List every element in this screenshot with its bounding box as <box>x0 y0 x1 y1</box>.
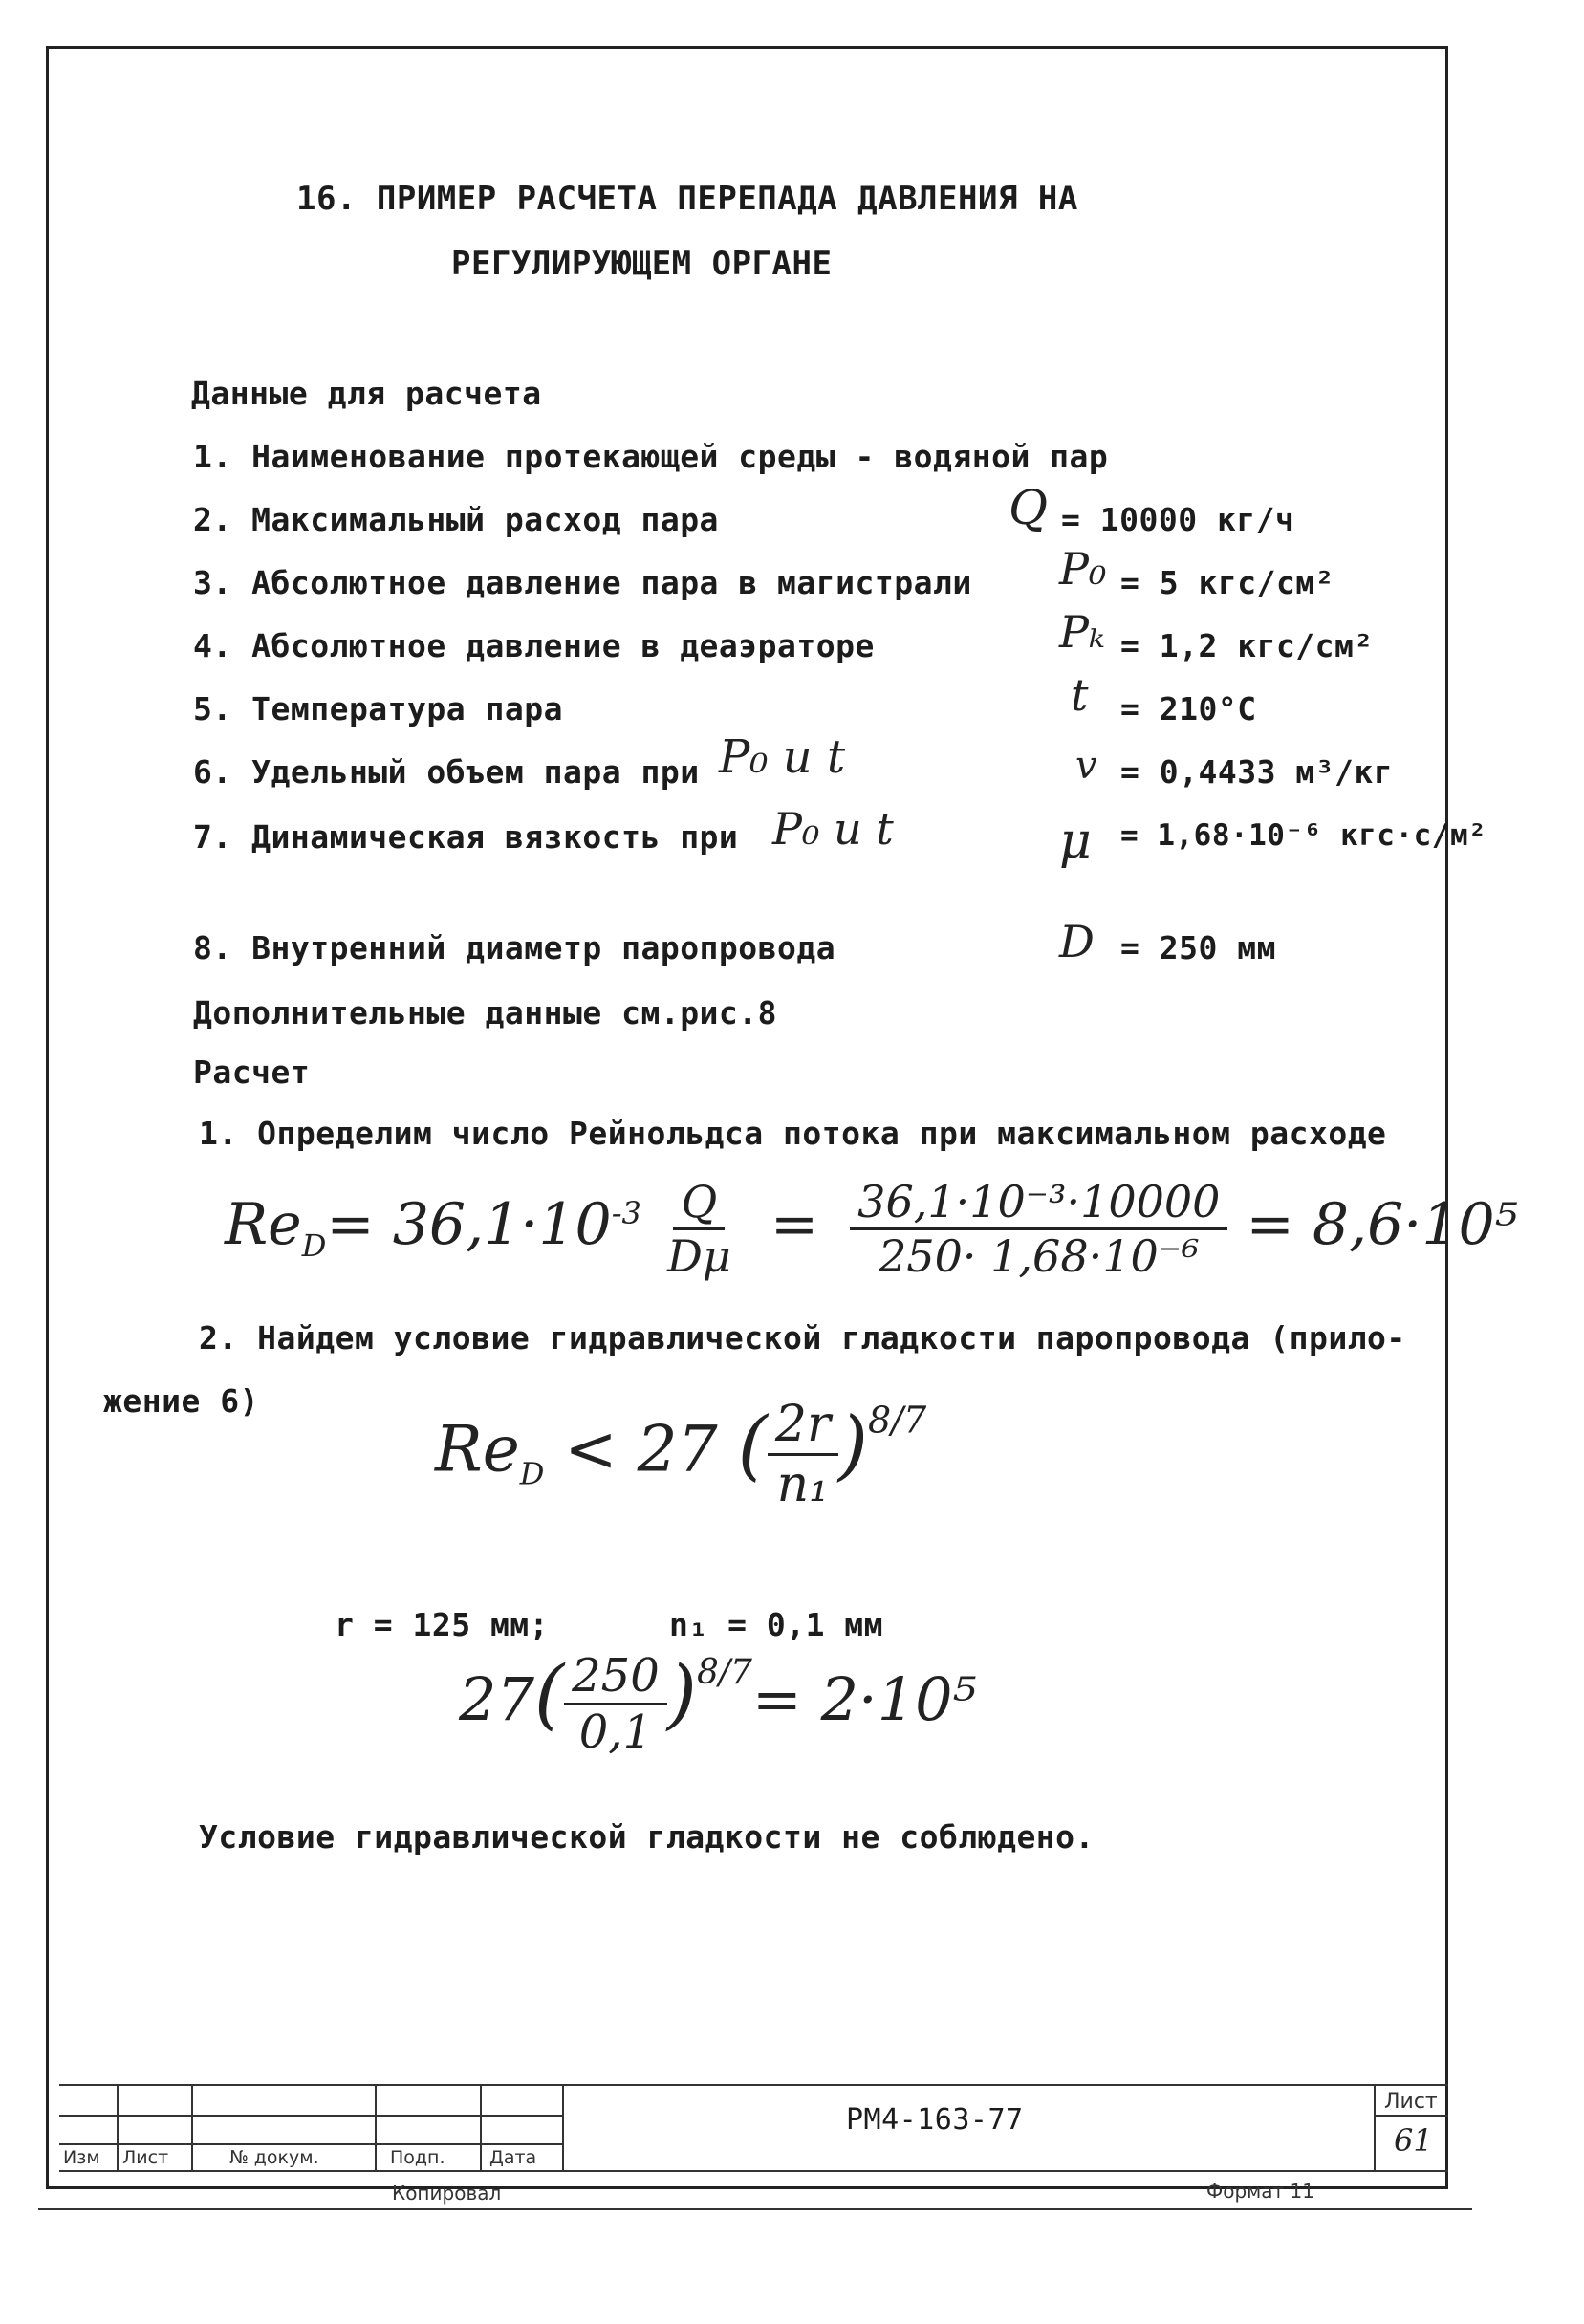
stamp-col-sign: Подп. <box>390 2147 445 2168</box>
formula2-fraction <box>768 1396 838 1513</box>
formula1-result: = 8,6·10⁵ <box>1246 1191 1518 1259</box>
formula2-lhs: Re <box>435 1412 520 1487</box>
formula2-num: 2r <box>768 1396 838 1456</box>
item-6-hand: P₀ и t <box>719 730 846 784</box>
formula-smoothness-value <box>459 1649 976 1759</box>
step-2-line1: 2. Найдем условие гидравлической гладкости паропровода (прило- <box>199 1319 1406 1357</box>
item-4: 4. Абсолютное давление в деаэраторе <box>193 627 875 664</box>
formula1-equals: = <box>770 1191 819 1259</box>
formula2-paren-close: ) <box>837 1400 869 1489</box>
step-1: 1. Определим число Рейнольдса потока при максимальном расходе <box>199 1115 1387 1152</box>
item-5-symbol: t <box>1071 669 1089 721</box>
formula1-lhs: Re <box>225 1191 302 1259</box>
item-2-symbol: Q <box>1009 480 1048 535</box>
formula3-exp: 8/7 <box>696 1653 752 1692</box>
stamp-col-list: Лист <box>122 2147 169 2168</box>
item-2: 2. Максимальный расход пара <box>193 501 719 538</box>
item-7-symbol: μ <box>1059 813 1092 870</box>
item-7: 7. Динамическая вязкость при <box>193 818 739 856</box>
section-title-line1: 16. ПРИМЕР РАСЧЕТА ПЕРЕПАДА ДАВЛЕНИЯ НА <box>296 180 1078 218</box>
formula1-fraction-2 <box>850 1176 1227 1282</box>
section-title-line2: РЕГУЛИРУЮЩЕМ ОРГАНЕ <box>451 245 833 283</box>
formula3-paren-close: ) <box>666 1649 697 1738</box>
formula1-f1-num: Q <box>673 1176 725 1230</box>
formula3-den: 0,1 <box>578 1705 653 1760</box>
stamp-col-date: Дата <box>489 2147 537 2168</box>
item-3-value: = 5 кгс/см² <box>1120 564 1335 601</box>
calc-heading: Расчет <box>193 1053 311 1091</box>
formula3-result: = 2·10⁵ <box>751 1664 977 1734</box>
item-8: 8. Внутренний диаметр паропровода <box>193 929 836 967</box>
step-2-line2: жение 6) <box>103 1382 259 1420</box>
formula2-exp: 8/7 <box>868 1399 927 1442</box>
item-4-symbol: Pₖ <box>1059 606 1105 658</box>
additional-data-note: Дополнительные данные см.рис.8 <box>193 994 778 1032</box>
stamp-col-izm: Изм <box>63 2147 100 2168</box>
item-5-value: = 210°C <box>1120 690 1257 728</box>
data-heading: Данные для расчета <box>191 375 542 412</box>
item-6-value: = 0,4433 м³/кг <box>1120 753 1394 791</box>
formula1-f1-den: Dμ <box>666 1230 731 1282</box>
formula3-num: 250 <box>564 1649 667 1705</box>
formula2-den: n₁ <box>776 1456 830 1513</box>
stamp-col-doc: № докум. <box>229 2147 319 2168</box>
formula-smoothness-condition <box>435 1396 926 1513</box>
item-4-value: = 1,2 кгс/см² <box>1120 627 1374 664</box>
item-3: 3. Абсолютное давление пара в магистрали <box>193 564 972 601</box>
stamp-sheet-number: 61 <box>1394 2122 1433 2159</box>
formula-reynolds <box>225 1176 1518 1282</box>
item-8-value: = 250 мм <box>1120 929 1276 967</box>
formula2-lhs-sub: D <box>519 1455 545 1492</box>
formula1-f2-den: 250· 1,68·10⁻⁶ <box>879 1230 1200 1282</box>
formula2-rel: < 27 <box>564 1412 718 1487</box>
formula3-coef: 27 <box>459 1664 534 1734</box>
stamp-copied: Копировал <box>392 2182 502 2205</box>
formula1-coef: = 36,1·10 <box>326 1191 612 1259</box>
formula2-paren-open: ( <box>737 1400 768 1489</box>
param-r: r = 125 мм; <box>335 1606 550 1643</box>
stamp-sheet-label: Лист <box>1384 2090 1438 2114</box>
stamp-doc-code: РМ4-163-77 <box>846 2103 1024 2137</box>
formula1-coef-exp: -3 <box>611 1195 641 1232</box>
item-8-symbol: D <box>1059 916 1095 967</box>
formula1-lhs-sub: D <box>301 1227 327 1265</box>
formula1-f2-num: 36,1·10⁻³·10000 <box>850 1176 1227 1230</box>
item-1: 1. Наименование протекающей среды - водяной пар <box>193 438 1109 475</box>
formula3-fraction <box>564 1649 667 1759</box>
item-7-value: = 1,68·10⁻⁶ кгс·с/м² <box>1120 818 1487 853</box>
page-bottom-line <box>38 2208 1472 2210</box>
stamp-format: Формат 11 <box>1206 2180 1314 2203</box>
param-n: n₁ = 0,1 мм <box>669 1606 884 1643</box>
item-7-hand: P₀ и t <box>772 803 894 855</box>
item-5: 5. Температура пара <box>193 690 563 728</box>
formula3-paren-open: ( <box>533 1649 565 1738</box>
item-2-value: = 10000 кг/ч <box>1061 501 1295 538</box>
formula1-fraction-1 <box>660 1176 739 1282</box>
item-6: 6. Удельный объем пара при <box>193 753 700 791</box>
conclusion: Условие гидравлической гладкости не соблюдено. <box>199 1818 1095 1856</box>
item-6-symbol: v <box>1075 744 1097 788</box>
item-3-symbol: P₀ <box>1059 543 1107 595</box>
